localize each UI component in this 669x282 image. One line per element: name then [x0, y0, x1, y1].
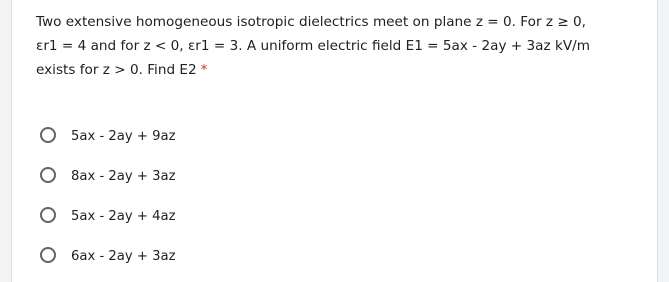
question-card	[11, 0, 658, 282]
option-label: 8ax - 2ay + 3az	[71, 168, 176, 184]
option-3[interactable]	[40, 196, 176, 236]
option-1[interactable]	[40, 116, 176, 156]
answer-options	[40, 116, 176, 276]
question-line-1: Two extensive homogeneous isotropic dielectrics meet on plane z = 0. For z ≥ 0,	[36, 14, 587, 30]
option-label: 5ax - 2ay + 4az	[71, 208, 176, 224]
radio-button-icon[interactable]	[40, 247, 56, 263]
question-line-3-text: exists for z > 0. Find E2	[36, 62, 197, 78]
option-2[interactable]	[40, 156, 176, 196]
question-text	[36, 10, 636, 82]
option-label: 5ax - 2ay + 9az	[71, 128, 176, 144]
radio-button-icon[interactable]	[40, 167, 56, 183]
radio-button-icon[interactable]	[40, 207, 56, 223]
question-line-2: εr1 = 4 and for z < 0, εr1 = 3. A uniform electric field E1 = 5ax - 2ay + 3az kV/m	[36, 38, 590, 54]
option-label: 6ax - 2ay + 3az	[71, 248, 176, 264]
question-line-3	[36, 58, 636, 82]
radio-button-icon[interactable]	[40, 127, 56, 143]
option-4[interactable]	[40, 236, 176, 276]
required-asterisk: *	[200, 62, 208, 78]
